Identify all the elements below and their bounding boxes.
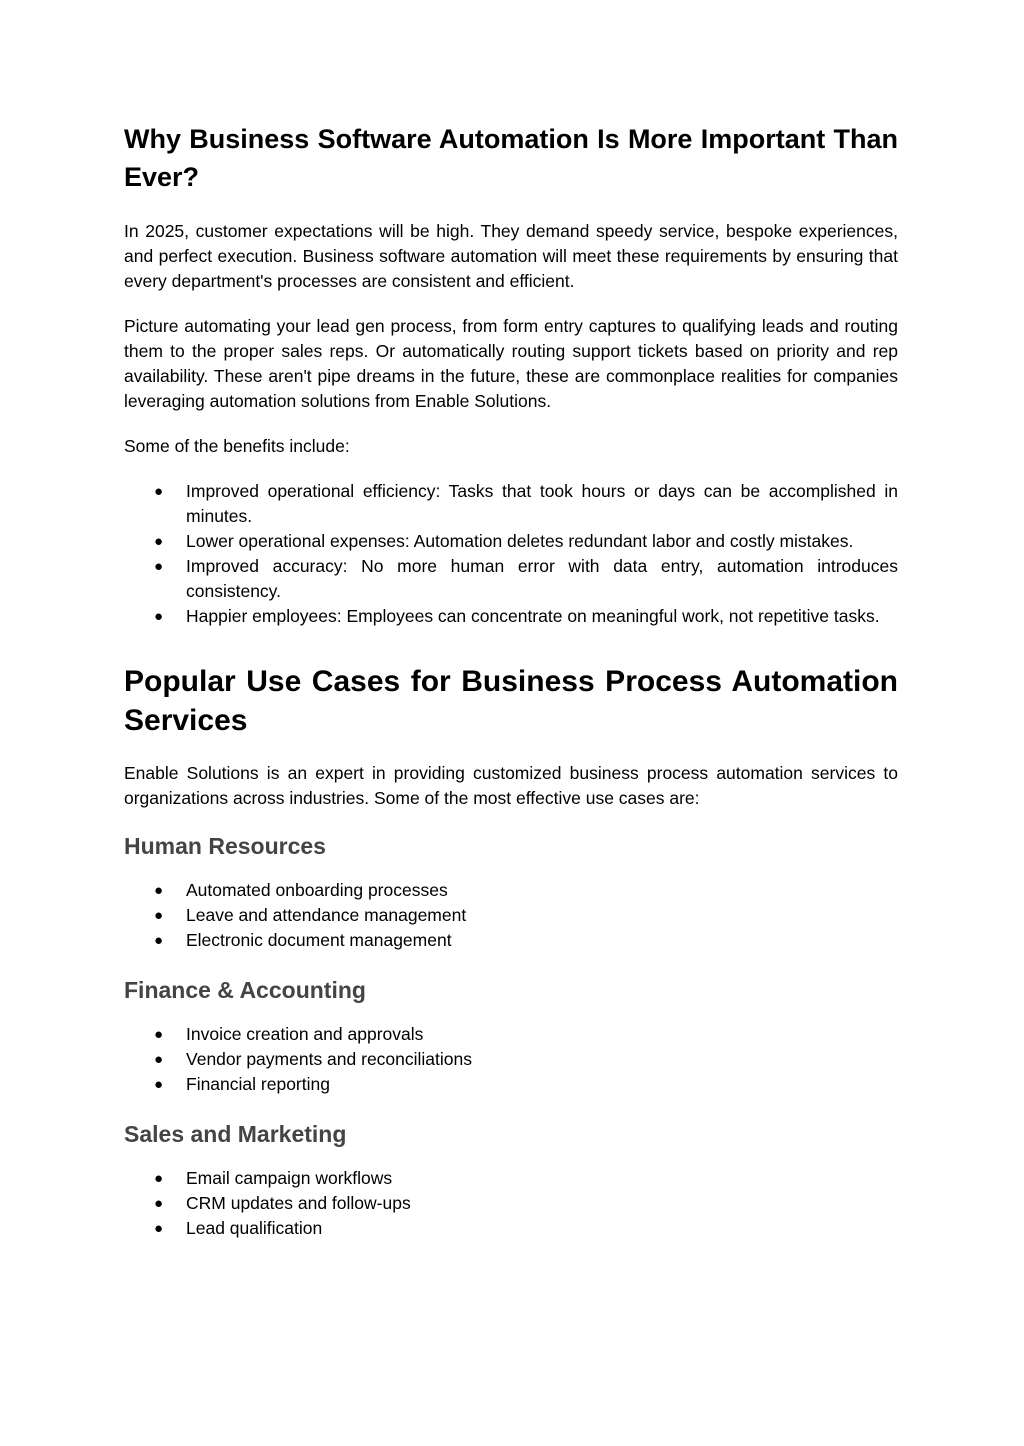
bullet-icon: ● [154,907,164,924]
bullet-icon: ● [154,882,164,899]
subheading-finance-accounting: Finance & Accounting [124,977,366,1003]
paragraph-expectations: In 2025, customer expectations will be high. They demand speedy service, bespoke experiences, and perfect execution. Business software automation will meet these requirements by ensuring that every department's processes are consistent and efficient. [124,221,898,291]
bullet-icon: ● [154,558,164,575]
list-item-text: Electronic document management [186,930,452,950]
list-item-text: Leave and attendance management [186,905,467,925]
list-item-text: Happier employees: Employees can concentrate on meaningful work, not repetitive tasks. [186,606,880,626]
list-item-text: Lead qualification [186,1218,323,1238]
list-item [124,529,898,554]
bullet-icon: ● [154,1170,164,1187]
subheading-human-resources: Human Resources [124,833,326,859]
list-item-text: Vendor payments and reconciliations [186,1049,473,1069]
finance-accounting-list [124,1022,898,1097]
paragraph-lead-gen: Picture automating your lead gen process, from form entry captures to qualifying leads and routing them to the proper sales reps. Or automatically routing support tickets based on priority and rep availability. These aren't pipe dreams in the future, these are commonplace realities for companies leveraging automation solutions from Enable Solutions. [124,316,898,411]
list-item [124,1166,898,1191]
list-item-text: Improved accuracy: No more human error with data entry, automation introduces consistency. [186,556,898,601]
list-item [124,903,898,928]
list-item-text: Improved operational efficiency: Tasks that took hours or days can be accomplished in minutes. [186,481,898,526]
section-heading-why-automation: Why Business Software Automation Is More Important Than Ever? [124,124,898,192]
list-item [124,1022,898,1047]
list-item [124,878,898,903]
bullet-icon: ● [154,1220,164,1237]
paragraph-benefits-intro: Some of the benefits include: [124,436,350,456]
bullet-icon: ● [154,1026,164,1043]
list-item-text: Automated onboarding processes [186,880,448,900]
bullet-icon: ● [154,932,164,949]
list-item-text: Financial reporting [186,1074,330,1094]
list-item [124,479,898,529]
bullet-icon: ● [154,608,164,625]
bullet-icon: ● [154,483,164,500]
list-item-text: CRM updates and follow-ups [186,1193,411,1213]
list-item-text: Invoice creation and approvals [186,1024,424,1044]
section-heading-use-cases: Popular Use Cases for Business Process Automation Services [124,665,898,737]
bullet-icon: ● [154,1051,164,1068]
sales-marketing-list [124,1166,898,1241]
list-item [124,1216,898,1241]
bullet-icon: ● [154,1195,164,1212]
benefits-list [124,479,898,629]
subheading-sales-marketing: Sales and Marketing [124,1121,347,1147]
paragraph-use-cases-intro: Enable Solutions is an expert in providing customized business process automation services to organizations across industries. Some of the most effective use cases are: [124,763,898,808]
bullet-icon: ● [154,533,164,550]
human-resources-list [124,878,898,953]
list-item [124,1047,898,1072]
list-item-text: Lower operational expenses: Automation deletes redundant labor and costly mistakes. [186,531,854,551]
list-item-text: Email campaign workflows [186,1168,393,1188]
list-item [124,604,898,629]
document-page [124,120,898,1263]
list-item [124,554,898,604]
bullet-icon: ● [154,1076,164,1093]
list-item [124,1191,898,1216]
list-item [124,1072,898,1097]
list-item [124,928,898,953]
